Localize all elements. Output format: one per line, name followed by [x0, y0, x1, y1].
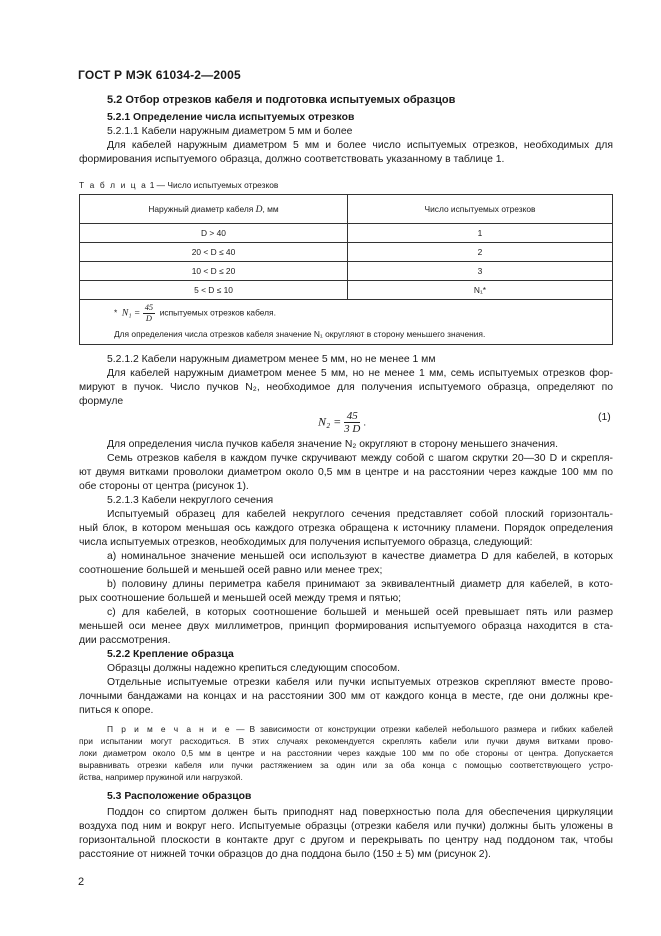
list-item-c-cont: меньшей оси менее двух миллиметров, принцип формирования испытуемого образца находится в ста-: [79, 621, 613, 632]
section-5-2-2-title: 5.2.2 Крепление образца: [107, 649, 234, 660]
table-row: [80, 281, 613, 300]
formula-1: [318, 410, 366, 435]
table-1: [79, 194, 613, 345]
paragraph-line: расстояние от нижней точки образцов до дна поддона было (150 ± 5) мм (рисунок 2).: [79, 849, 491, 860]
page-number: 2: [78, 876, 85, 888]
formula-number: (1): [598, 412, 611, 423]
paragraph-line: числа испытуемых отрезков, необходимых для получения испытуемого образца, следующий:: [79, 537, 533, 548]
note-line: йства, например пружиной или нагрузкой.: [79, 772, 243, 782]
section-5-2-1-2-title: 5.2.1.2 Кабели наружным диаметром менее 5 мм, но не менее 1 мм: [107, 354, 436, 365]
paragraph-line: Для кабелей наружным диаметром менее 5 мм, но не менее 1 мм, семь испытуемых отрезков фор-: [107, 368, 613, 379]
table-caption: [79, 179, 278, 192]
note-line: локи диаметром около 0,5 мм в центре и на расстоянии через каждые 100 мм по обе стороны от центра. Допускается: [79, 748, 613, 758]
footnote-line-2: Для определения числа отрезков кабеля значение N₁ округляют в сторону меньшего значения.: [114, 329, 486, 339]
table-cell-diameter: D > 40: [80, 224, 348, 243]
section-5-3-title: 5.3 Расположение образцов: [107, 791, 252, 802]
paragraph-line: Отдельные испытуемые отрезки кабеля или пучки испытуемых отрезков скрепляют вместе прово-: [107, 677, 613, 688]
table-footnote-row: [80, 300, 613, 345]
formula-dot: .: [363, 417, 367, 429]
table-row: [80, 243, 613, 262]
formula-lhs: N₂ =: [318, 414, 342, 429]
table-row: [80, 262, 613, 281]
table-cell-diameter: 10 < D ≤ 20: [80, 262, 348, 281]
note-line: [107, 724, 613, 735]
note-text: — В зависимости от конструкции отрезки кабелей небольшого размера и гибких кабелей: [231, 724, 613, 734]
footnote-star: *: [114, 307, 118, 318]
footnote-fraction: [143, 303, 155, 324]
list-item-a: a) номинальное значение меньшей оси используют в качестве диаметра D для кабелей, в которых: [107, 551, 613, 562]
paragraph-line: Семь отрезков кабеля в каждом пучке скручивают между собой с шагом скрутки 20—30 D и скрепля-: [107, 453, 613, 464]
paragraph-line: обе стороны от центра (рисунок 1).: [79, 481, 249, 492]
table-cell-diameter: 20 < D ≤ 40: [80, 243, 348, 262]
paragraph-line: ют двумя витками проволоки диаметром около 0,5 мм в центре и на расстоянии через каждые 100 мм по: [79, 467, 613, 478]
footnote-n1: N₁ =: [121, 308, 141, 319]
paragraph-line: Для определения числа пучков кабеля значение N₂ округляют в сторону меньшего значения.: [107, 439, 559, 450]
footnote-line-1: [114, 303, 276, 324]
formula-fraction: [344, 410, 360, 435]
table-cell-diameter: 5 < D ≤ 10: [80, 281, 348, 300]
paragraph-line: формуле: [79, 396, 124, 407]
header-var: D: [255, 204, 263, 215]
list-item-b-cont: рых соотношение большей и меньшей осей между тремя и пятью;: [79, 593, 402, 604]
paragraph-line: Испытуемый образец для кабелей некруглого сечения представляет собой плоский горизонталь-: [107, 509, 613, 520]
table-header-diameter: [80, 195, 348, 224]
document-header: ГОСТ Р МЭК 61034-2—2005: [78, 68, 241, 82]
table-cell-count: N₁*: [348, 281, 613, 300]
note-line: выравнивать отрезки кабеля или пучки растяжением за один или за оба конца с помощью соответствующего устро-: [79, 760, 613, 770]
list-item-a-cont: соотношение большей и меньшей осей равно или менее трех;: [79, 565, 383, 576]
note-line: при испытании могут расходиться. В этих случаях рекомендуется скреплять кабели или пучки двумя витками прово-: [79, 736, 613, 746]
footnote-text: испытуемых отрезков кабеля.: [159, 307, 276, 318]
list-item-b: b) половину длины периметра кабеля принимают за эквивалентный диаметр для кабелей, в кото-: [107, 579, 613, 590]
paragraph-line: Поддон со спиртом должен быть приподнят над поверхностью пола для обеспечения циркуляции: [107, 807, 613, 818]
fraction-numerator: 45: [344, 410, 360, 423]
table-cell-count: 1: [348, 224, 613, 243]
paragraph-line: Образцы должны надежно крепиться следующим способом.: [107, 663, 400, 674]
header-unit: , мм: [262, 203, 279, 214]
header-text: Наружный диаметр кабеля: [148, 203, 254, 214]
section-5-2-1-1-title: 5.2.1.1 Кабели наружным диаметром 5 мм и более: [107, 126, 353, 137]
paragraph-line: Для кабелей наружным диаметром 5 мм и более число испытуемых отрезков, необходимых для: [107, 140, 613, 151]
table-cell-count: 3: [348, 262, 613, 281]
table-footnote: [80, 300, 613, 345]
paragraph-line: горизонтальной плоскости в контакте друг с другом и перекрывать по центру над поддоном так, чтобы: [79, 835, 613, 846]
paragraph-line: питься к опоре.: [79, 705, 154, 716]
section-5-2-1-3-title: 5.2.1.3 Кабели некруглого сечения: [107, 495, 274, 506]
table-header-row: [80, 195, 613, 224]
table-header-count: Число испытуемых отрезков: [348, 195, 613, 224]
list-item-c-cont: дии рассмотрения.: [79, 635, 171, 646]
table-cell-count: 2: [348, 243, 613, 262]
note-prefix: П р и м е ч а н и е: [107, 724, 232, 734]
paragraph-line: лочными бандажами на концах и на расстоянии 300 мм от каждого конца в месте, где они должны кре-: [79, 691, 613, 702]
section-5-2-1-title: 5.2.1 Определение числа испытуемых отрезков: [107, 112, 355, 123]
fraction-denominator: D: [145, 314, 152, 323]
paragraph-line: воздуха под ним и вокруг него. Испытуемые образцы (отрезки кабеля или пучки) должны быть уложены в: [79, 821, 613, 832]
paragraph-line: формирования испытуемого образца, должно соответствовать указанному в таблице 1.: [79, 154, 505, 165]
paragraph-line: мируют в пучок. Число пучков N₂, необходимое для получения испытуемого образца, определяют по: [79, 382, 613, 393]
section-5-2-title: 5.2 Отбор отрезков кабеля и подготовка испытуемых образцов: [107, 94, 456, 106]
fraction-denominator: 3 D: [344, 423, 361, 435]
table-caption-text: 1 — Число испытуемых отрезков: [149, 180, 279, 190]
table-caption-prefix: Т а б л и ц а: [79, 180, 148, 190]
table-row: [80, 224, 613, 243]
list-item-c: c) для кабелей, в которых соотношение большей и меньшей осей превышает пять или размер: [107, 607, 613, 618]
paragraph-line: ный блок, в котором меньшая ось каждого отрезка обращена к источнику пламени. Порядок определения: [79, 523, 613, 534]
fraction-numerator: 45: [144, 303, 154, 312]
